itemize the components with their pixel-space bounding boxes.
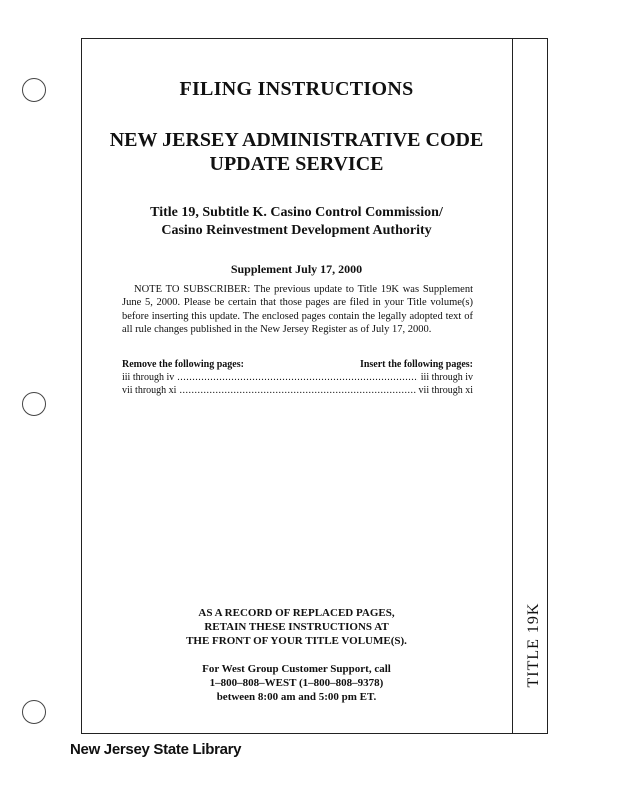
support-phone: 1–800–808–WEST (1–800–808–9378) <box>209 677 384 689</box>
record-instructions <box>81 606 512 648</box>
subtitle-line1: Title 19, Subtitle K. Casino Control Commission/ <box>150 205 443 220</box>
insert-pages-header: Insert the following pages: <box>359 359 473 370</box>
record-line2: RETAIN THESE INSTRUCTIONS AT <box>204 621 389 633</box>
subtitle-line2: Casino Reinvestment Development Authority <box>161 223 432 238</box>
spine-divider <box>512 38 513 734</box>
document-title-line1: NEW JERSEY ADMINISTRATIVE CODE <box>109 129 484 151</box>
page-table-header <box>122 358 473 371</box>
spine-label-text: TITLE 19K <box>525 602 542 688</box>
table-row <box>122 371 473 384</box>
library-stamp: New Jersey State Library <box>70 741 242 758</box>
record-line3: THE FRONT OF YOUR TITLE VOLUME(S). <box>186 635 407 647</box>
table-row <box>122 384 473 397</box>
subscriber-note: NOTE TO SUBSCRIBER: The previous update to Title 19K was Supplement June 5, 2000. Please be certain that those pages are filed in your Title volume(s) before inserting this update. The enclosed pages contain the legally adopted text of all rule changes published in the New Jersey Register as of July 17, 2000. <box>122 284 473 336</box>
binder-hole-top <box>22 78 46 102</box>
spine-label <box>514 590 554 700</box>
dot-leader <box>177 371 418 384</box>
remove-pages-header: Remove the following pages: <box>122 359 244 370</box>
record-line1: AS A RECORD OF REPLACED PAGES, <box>198 607 395 619</box>
remove-pages-value: vii through xi <box>122 385 177 396</box>
support-hours: between 8:00 am and 5:00 pm ET. <box>216 691 377 703</box>
insert-pages-value: vii through xi <box>418 385 473 396</box>
support-line1: For West Group Customer Support, call <box>202 663 391 675</box>
binder-hole-middle <box>22 392 46 416</box>
customer-support-info <box>81 662 512 704</box>
filing-instructions-heading: FILING INSTRUCTIONS <box>179 78 414 100</box>
page-replacement-table <box>122 358 473 397</box>
remove-pages-value: iii through iv <box>122 372 175 383</box>
dot-leader <box>179 384 415 397</box>
document-title <box>81 128 512 176</box>
supplement-date: Supplement July 17, 2000 <box>230 262 363 276</box>
binder-hole-bottom <box>22 700 46 724</box>
insert-pages-value: iii through iv <box>420 372 473 383</box>
document-subtitle <box>81 204 512 240</box>
document-title-line2: UPDATE SERVICE <box>209 153 384 175</box>
